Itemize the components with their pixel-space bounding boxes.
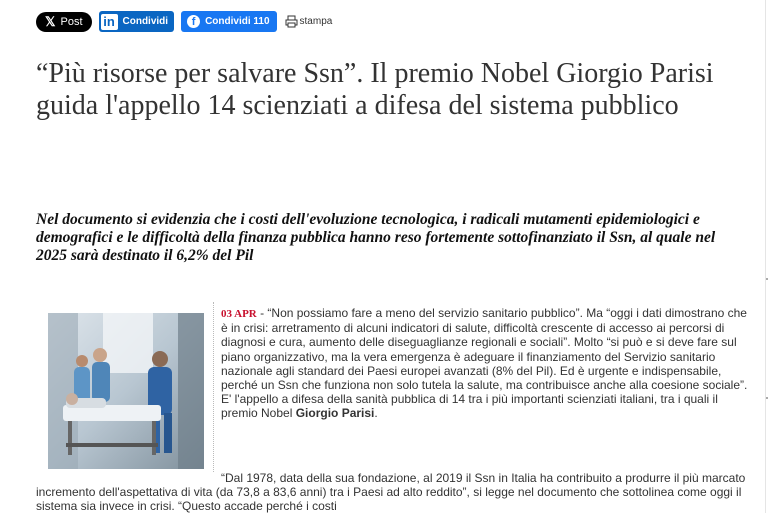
x-logo-icon: 𝕏 [45,13,56,29]
article-title: “Più risorse per salvare Ssn”. Il premio Nobel Giorgio Parisi guida l'appello 14 scienziati a difesa del sistema pubblico [36,58,714,121]
printer-icon [285,15,298,28]
facebook-share-label: Condividi 110 [205,16,270,27]
divider-dot [766,278,768,280]
divider-dot [766,397,768,399]
article-paragraph-2: “Dal 1978, data della sua fondazione, al 2019 il Ssn in Italia ha contribuito a produrre il più marcato incremento dell'aspettativa di vita (da 73,8 a 83,6 anni) tra i Paesi ad alto reddito”, si legge nel documento che sottolinea come oggi il sistema sia invece in crisi. “Questo accade perché i costi [36,471,746,514]
person-name: Giorgio Parisi [295,406,375,421]
share-bar [36,11,332,32]
paragraph-1-text: - “Non possiamo fare a meno del servizio sanitario pubblico”. Ma “oggi i dati dimostrano che è in crisi: arretramento di alcuni indicatori di salute, difficoltà crescente di accesso ai percorsi di diagnosi e cura, aumento delle diseguaglianze regionali e sociali”. Molto “si può e si deve fare sul piano organizzativo, ma la vera emergenza è adeguare il finanziamento del Servizio sanitario nazionale agli standard dei Paesi europei avanzati (8% del Pil). Ed è urgente e indispensabile, perché un Ssn che funziona non solo tutela la salute, ma contribuisce anche alla coesione sociale”. E' l'appello a difesa della sanità pubblica di 14 tra i più importanti scienziati italiani, tra i quali il premio Nobel [221,306,748,421]
print-label: stampa [299,16,333,27]
facebook-logo-icon: f [187,15,200,28]
article-subtitle: Nel documento si evidenzia che i costi dell'evoluzione tecnologica, i radicali mutamenti epidemiologici e demografici e le difficoltà della finanza pubblica hanno reso fortemente sottofinanziato il Ssn, al quale nel 2025 sarà destinato il 6,2% del Pil [36,211,716,264]
x-post-button[interactable] [36,12,92,32]
print-link[interactable] [285,15,333,28]
photo-divider [213,302,214,472]
facebook-share-button[interactable] [181,11,276,32]
article-photo [48,313,204,469]
sidebar-divider [765,0,766,513]
paragraph-1-end: . [374,406,378,421]
article-paragraph-1 [221,306,751,421]
dateline: 03 APR [221,308,257,320]
linkedin-logo-icon: in [101,14,118,30]
linkedin-share-label: Condividi [122,16,169,27]
hospital-corridor-image [48,313,204,469]
linkedin-share-button[interactable] [99,11,175,32]
x-post-label: Post [60,15,83,28]
